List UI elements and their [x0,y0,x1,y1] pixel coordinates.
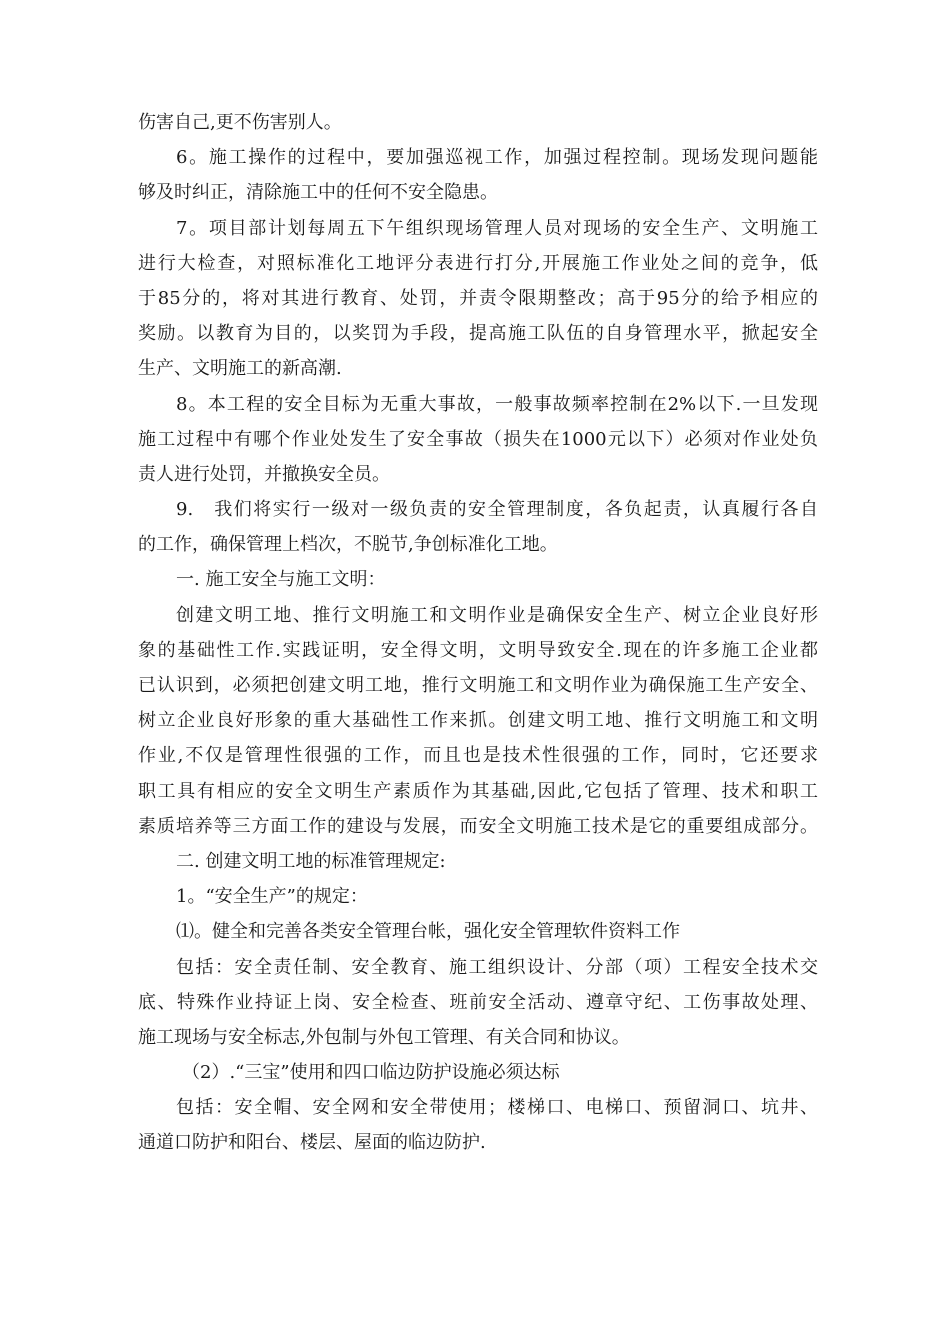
text-line: 象的基础性工作.实践证明，安全得文明，文明导致安全.现在的许多施工企业都 [138,639,818,661]
text-line: 6。施工操作的过程中，要加强巡视工作，加强过程控制。现场发现问题能 [176,147,818,169]
text-line: 包括：安全帽、安全网和安全带使用；楼梯口、电梯口、预留洞口、坑井、 [176,1097,818,1119]
subsection-heading: 1。“安全生产”的规定： [176,886,368,908]
text-line: 作业,不仅是管理性很强的工作，而且也是技术性很强的工作，同时，它还要求 [138,745,818,767]
text-line: 伤害自己,更不伤害别人。 [138,112,342,133]
text-line: 树立企业良好形象的重大基础性工作来抓。创建文明工地、推行文明施工和文明 [138,710,818,732]
document-body [138,105,818,1161]
section-heading: 二. 创建文明工地的标准管理规定: [176,850,446,872]
text-line: 素质培养等三方面工作的建设与发展，而安全文明施工技术是它的重要组成部分。 [138,815,818,837]
text-line: 通道口防护和阳台、楼层、屋面的临边防护. [138,1132,486,1154]
text-line: 生产、文明施工的新高潮. [138,358,342,380]
text-line: 够及时纠正，清除施工中的任何不安全隐患。 [138,182,498,204]
text-line: 于85分的，将对其进行教育、处罚，并责令限期整改；高于95分的给予相应的 [138,287,818,309]
item-heading: （2）.“三宝”使用和四口临边防护设施必须达标 [182,1062,560,1084]
text-line: 已认识到，必须把创建文明工地，推行文明施工和文明作业为确保施工生产安全、 [138,675,818,696]
item-heading: ⑴。健全和完善各类安全管理台帐，强化安全管理软件资料工作 [176,921,680,943]
text-line: 7。项目部计划每周五下午组织现场管理人员对现场的安全生产、文明施工 [176,217,818,239]
text-line: 责人进行处罚，并撤换安全员。 [138,463,390,485]
text-line: 施工现场与安全标志,外包制与外包工管理、有关合同和协议。 [138,1026,630,1048]
text-line: 职工具有相应的安全文明生产素质作为其基础,因此,它包括了管理、技术和职工 [138,780,818,802]
text-line: 的工作，确保管理上档次，不脱节,争创标准化工地。 [138,534,558,556]
text-line: 底、特殊作业持证上岗、安全检查、班前安全活动、遵章守纪、工伤事故处理、 [138,991,818,1013]
text-line: 进行大检查，对照标准化工地评分表进行打分,开展施工作业处之间的竞争，低 [138,252,818,274]
text-line: 包括：安全责任制、安全教育、施工组织设计、分部（项）工程安全技术交 [176,956,818,978]
text-line: 奖励。以教育为目的，以奖罚为手段，提高施工队伍的自身管理水平，掀起安全 [138,323,818,345]
text-line: 创建文明工地、推行文明施工和文明作业是确保安全生产、树立企业良好形 [176,604,818,626]
section-heading: 一. 施工安全与施工文明： [176,569,386,591]
text-line: 施工过程中有哪个作业处发生了安全事故（损失在1000元以下）必须对作业处负 [138,428,818,450]
text-line: 9. 我们将实行一级对一级负责的安全管理制度，各负起责，认真履行各自 [176,499,818,521]
text-line: 8。本工程的安全目标为无重大事故，一般事故频率控制在2%以下.一旦发现 [176,393,818,415]
